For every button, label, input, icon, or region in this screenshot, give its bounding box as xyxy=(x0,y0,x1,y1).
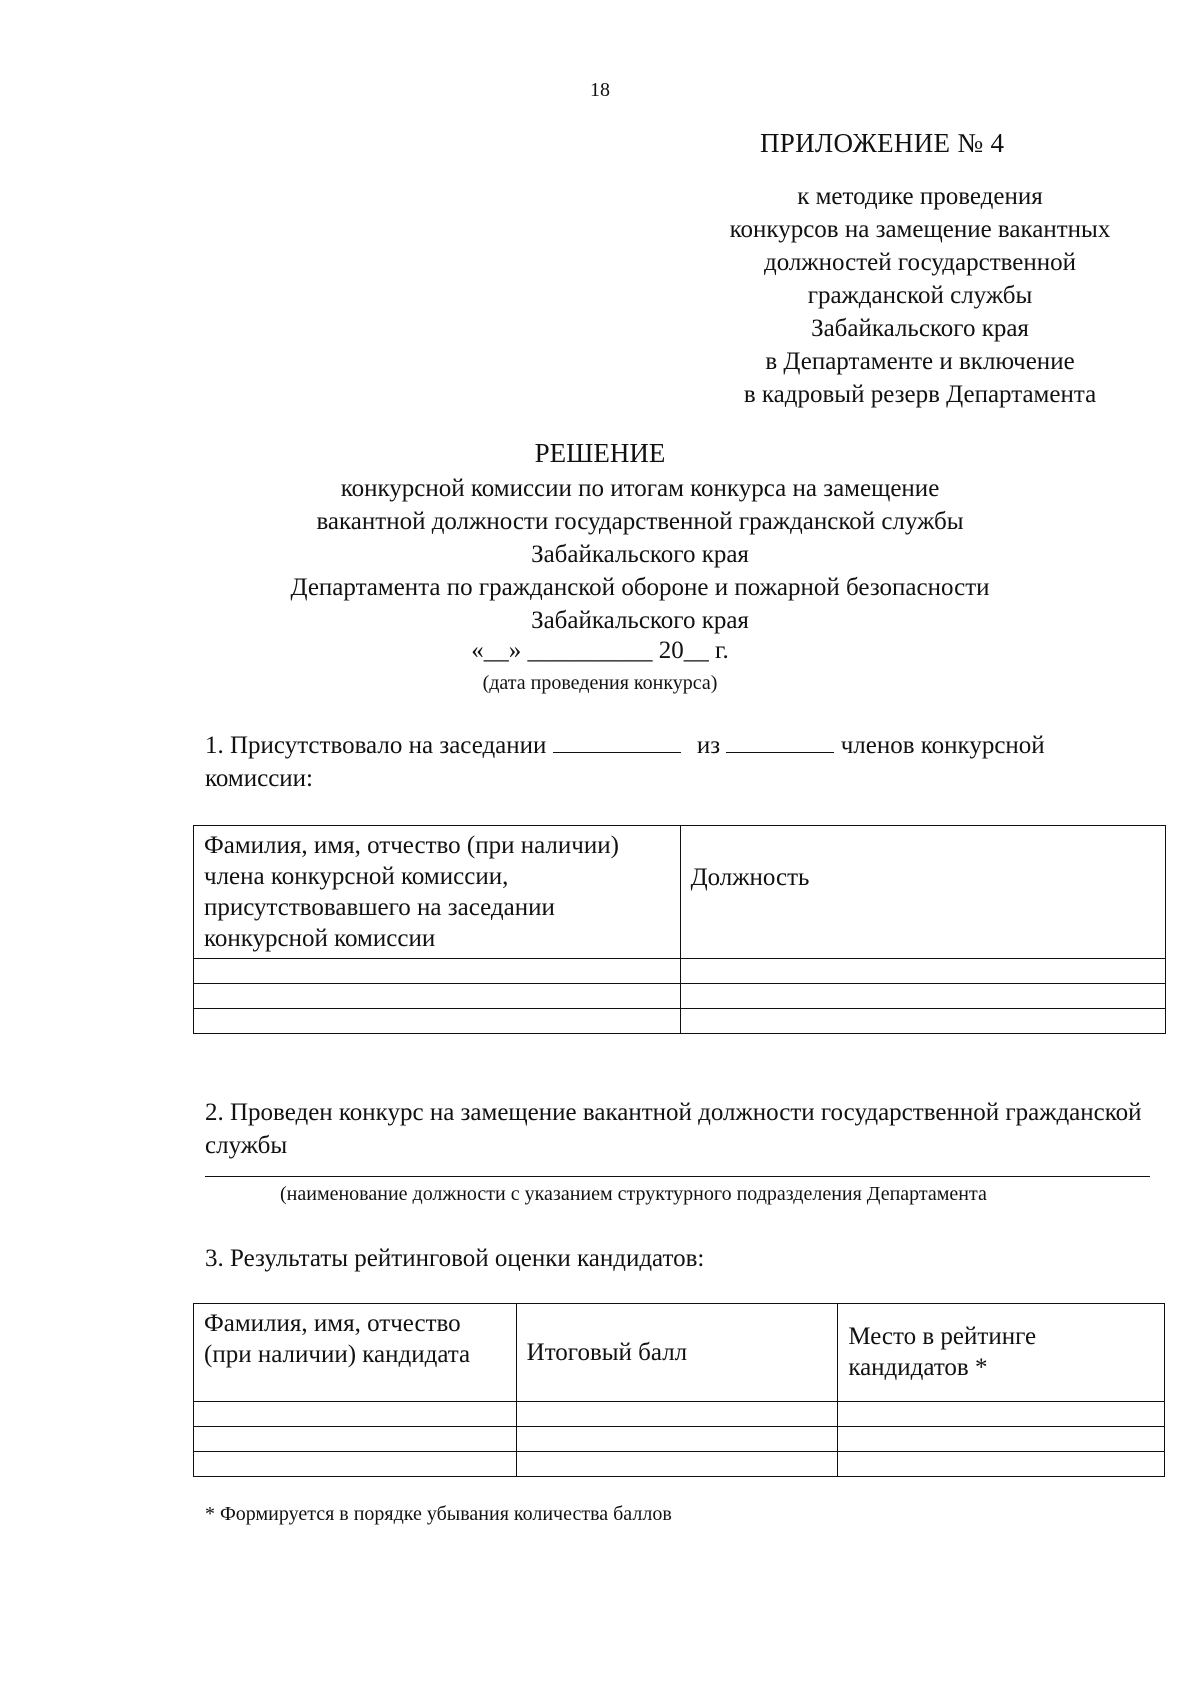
attended-count-field[interactable] xyxy=(553,730,681,753)
attendance-members-label: членов конкурсной комиссии: xyxy=(205,732,1045,792)
appendix-line: конкурсов на замещение вакантных xyxy=(729,216,1111,243)
decision-line: Забайкальского края xyxy=(531,607,749,634)
table-header-row xyxy=(194,1304,1165,1402)
appendix-line: в Департаменте и включение xyxy=(765,348,1075,375)
table-row xyxy=(194,1427,1165,1452)
appendix-line: к методике проведения xyxy=(797,183,1043,210)
rating-place-header: Место в рейтинге кандидатов * xyxy=(838,1304,1165,1402)
candidates-rating-table xyxy=(193,1303,1165,1477)
position-header: Должность xyxy=(680,826,1165,959)
table-row xyxy=(194,1009,1166,1034)
appendix-line: Забайкальского края xyxy=(811,315,1029,342)
member-name-cell[interactable] xyxy=(194,959,681,984)
page-number: 18 xyxy=(590,79,610,101)
footnote: * Формируется в порядке убывания количества баллов xyxy=(205,1503,672,1525)
rating-place-cell[interactable] xyxy=(838,1452,1165,1477)
table-header-row xyxy=(194,826,1166,959)
attendance-label: 1. Присутствовало на заседании xyxy=(205,732,547,759)
section-3-results: 3. Результаты рейтинговой оценки кандидатов: xyxy=(205,1245,705,1272)
candidate-name-cell[interactable] xyxy=(194,1402,517,1427)
decision-title: РЕШЕНИЕ xyxy=(534,438,666,468)
member-name-cell[interactable] xyxy=(194,984,681,1009)
appendix-line: должностей государственной xyxy=(763,249,1077,276)
total-score-cell[interactable] xyxy=(516,1452,838,1477)
date-caption: (дата проведения конкурса) xyxy=(482,672,718,694)
total-score-cell[interactable] xyxy=(516,1427,838,1452)
member-position-cell[interactable] xyxy=(680,1009,1165,1034)
rating-place-cell[interactable] xyxy=(838,1402,1165,1427)
total-members-field[interactable] xyxy=(726,730,834,753)
date-line: «__» __________ 20__ г. xyxy=(471,637,729,664)
total-score-header: Итоговый балл xyxy=(516,1304,838,1402)
appendix-title: ПРИЛОЖЕНИЕ № 4 xyxy=(760,128,1005,158)
rating-place-cell[interactable] xyxy=(838,1427,1165,1452)
decision-line: Департамента по гражданской обороне и пожарной безопасности xyxy=(290,574,990,601)
appendix-line: в кадровый резерв Департамента xyxy=(743,381,1097,408)
section-1-attendance xyxy=(205,729,1155,795)
decision-line: вакантной должности государственной гражданской службы xyxy=(316,508,964,535)
candidate-name-cell[interactable] xyxy=(194,1452,517,1477)
table-row xyxy=(194,959,1166,984)
attendance-of-label: из xyxy=(696,732,721,759)
appendix-line: гражданской службы xyxy=(807,282,1033,309)
appendix-subtitle xyxy=(700,180,1140,411)
member-position-cell[interactable] xyxy=(680,959,1165,984)
member-position-cell[interactable] xyxy=(680,984,1165,1009)
candidate-name-header: Фамилия, имя, отчество (при наличии) кандидата xyxy=(194,1304,517,1402)
member-name-header: Фамилия, имя, отчество (при наличии) члена конкурсной комиссии, присутствовавшего на заседании конкурсной комиссии xyxy=(194,826,681,959)
position-name-caption: (наименование должности с указанием структурного подразделения Департамента xyxy=(280,1183,987,1205)
table-row xyxy=(194,984,1166,1009)
decision-line: Забайкальского края xyxy=(531,541,749,568)
table-row xyxy=(194,1402,1165,1427)
decision-subtitle xyxy=(200,472,1080,637)
decision-line: конкурсной комиссии по итогам конкурса на замещение xyxy=(340,475,940,502)
total-score-cell[interactable] xyxy=(516,1402,838,1427)
table-row xyxy=(194,1452,1165,1477)
member-name-cell[interactable] xyxy=(194,1009,681,1034)
commission-members-table xyxy=(193,825,1166,1034)
section-2-competition: 2. Проведен конкурс на замещение вакантной должности государственной гражданской службы xyxy=(205,1099,1142,1159)
position-name-field[interactable] xyxy=(205,1176,1150,1177)
candidate-name-cell[interactable] xyxy=(194,1427,517,1452)
